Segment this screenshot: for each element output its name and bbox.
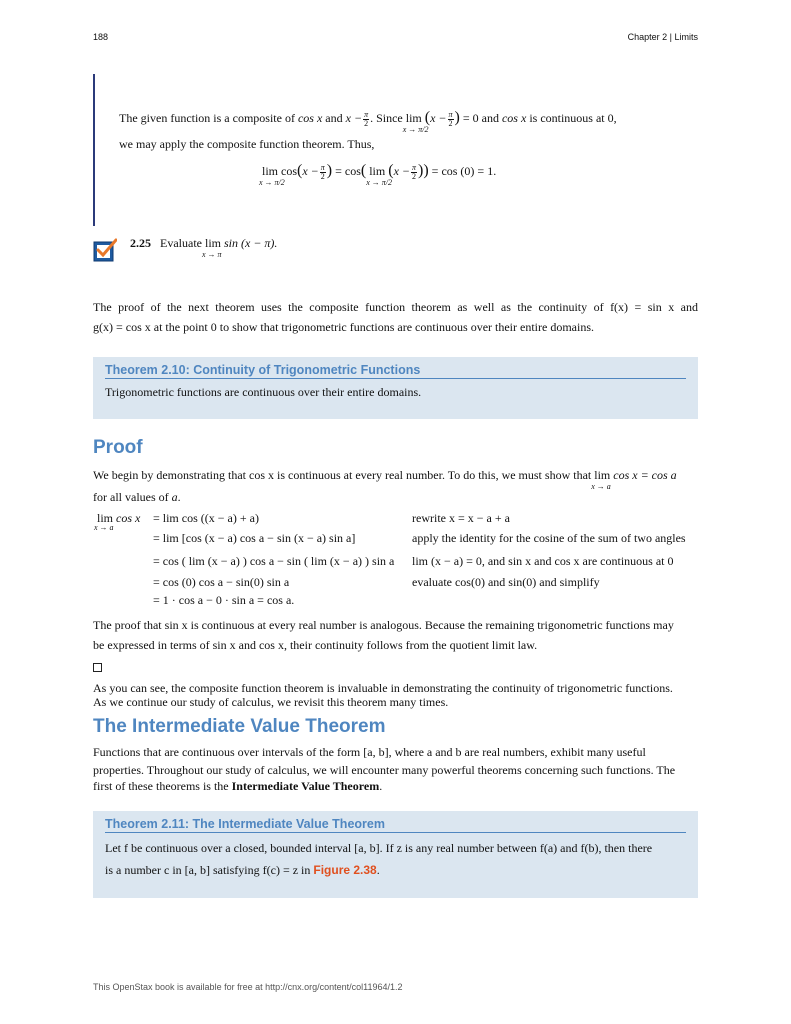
- footer-text: This OpenStax book is available for free at http://cnx.org/content/col11964/1.2: [93, 982, 403, 992]
- derivation-step-3: = cos ( lim (x − a) ) cos a − sin ( lim (x − a) ) sin a: [153, 554, 395, 568]
- theorem-2-10-box: [93, 357, 698, 419]
- derivation-step-4: = cos (0) cos a − sin(0) sin a: [153, 575, 290, 589]
- proof-paragraph-1: We begin by demonstrating that cos x is continuous at every real number. To do this, we must show that lim x → a cos x = cos a: [93, 468, 677, 491]
- checkbox-check-icon: [93, 238, 117, 262]
- derivation-note-3: lim (x − a) = 0, and sin x and cos x are continuous at 0: [412, 554, 674, 568]
- ivt-heading: The Intermediate Value Theorem: [93, 716, 386, 737]
- limit: lim x → π/2: [402, 111, 429, 134]
- ivt-paragraph: Functions that are continuous over intervals of the form [a, b], where a and b are real numbers, exhibit many useful properties. Throughout our study of calculus, we will encounter many powerful theorems concerning such functions. The first of these theorems is the Intermediate Value Theorem.: [93, 745, 676, 793]
- intro-paragraph: The proof of the next theorem uses the composite function theorem as well as the continuity of f(x) = sin x and g(x) = cos x at the point 0 to show that trigonometric functions are continuous over their entire domains.: [93, 300, 698, 334]
- solution-left-bar: [93, 74, 95, 226]
- theorem-2-10-body: Trigonometric functions are continuous over their entire domains.: [105, 385, 422, 399]
- pi-over-2: $\frac{\pi}{2}$: [364, 109, 369, 128]
- solution-display-equation: lim x → π/2 cos(x − $\frac{\pi}{2}$ ) = cos( lim x → π/2 (x − $\frac{\pi}{2}$ )) = cos (0) = 1.: [259, 162, 497, 187]
- theorem-2-11-title: Theorem 2.11: The Intermediate Value Theorem: [105, 817, 686, 833]
- solution-line-1: The given function is a composite of cos x and x − $\frac{\pi}{2}$ . Since lim x → π/2 (x − $\frac{\pi}{2}$ ) = 0 and cos x is continuous at 0,: [119, 109, 617, 134]
- theorem-2-11-body: Let f be continuous over a closed, bounded interval [a, b]. If z is any real number between f(a) and f(b), then there is a number c in [a, b] satisfying f(c) = z in Figure 2.38.: [105, 841, 653, 877]
- proof-paragraph-1-end: for all values of a.: [93, 490, 181, 504]
- proof-heading: Proof: [93, 437, 143, 458]
- theorem-2-10-title: Theorem 2.10: Continuity of Trigonometric Functions: [105, 363, 686, 379]
- figure-2-38-link[interactable]: Figure 2.38: [313, 863, 377, 877]
- derivation-step-1: = lim cos ((x − a) + a): [153, 511, 259, 525]
- proof-paragraph-2: The proof that sin x is continuous at every real number is analogous. Because the remaining trigonometric functions may be expressed in terms of sin x and cos x, their continuity follows from the quotient limit law.: [93, 618, 674, 652]
- solution-line-2: we may apply the composite function theorem. Thus,: [119, 137, 375, 151]
- exercise-number: 2.25: [130, 236, 151, 250]
- theorem-2-11-box: [93, 811, 698, 898]
- proof-paragraph-3: As you can see, the composite function theorem is invaluable in demonstrating the continuity of trigonometric functions. As we continue our study of calculus, we revisit this theorem many times.: [93, 681, 673, 709]
- derivation-step-2: = lim [cos (x − a) cos a − sin (x − a) sin a]: [153, 531, 356, 545]
- exercise-2-25: 2.25 Evaluate lim x → π sin (x − π).: [130, 236, 278, 259]
- chapter-title: Chapter 2 | Limits: [627, 32, 698, 42]
- derivation-note-4: evaluate cos(0) and sin(0) and simplify: [412, 575, 600, 589]
- qed-square-icon: [93, 663, 102, 672]
- page-number: 188: [93, 32, 109, 42]
- derivation-note-2: apply the identity for the cosine of the sum of two angles: [412, 531, 686, 545]
- derivation-note-1: rewrite x = x − a + a: [412, 511, 510, 525]
- derivation-lhs: lim x → a cos x: [94, 511, 141, 532]
- derivation-step-5: = 1 · cos a − 0 · sin a = cos a.: [153, 593, 295, 607]
